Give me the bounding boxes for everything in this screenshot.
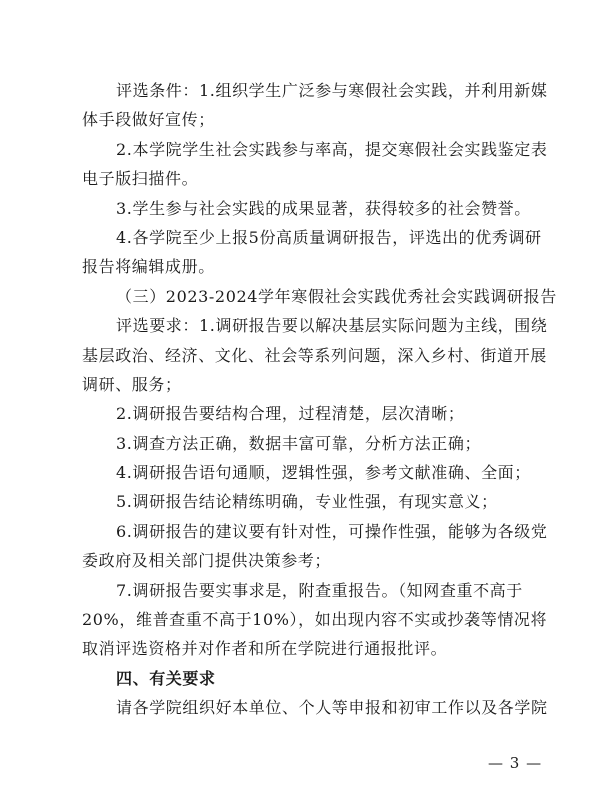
- paragraph-line: 体手段做好宣传；: [82, 110, 215, 130]
- paragraph-line: 报告将编辑成册。: [82, 257, 215, 277]
- paragraph-line: 电子版扫描件。: [82, 169, 199, 189]
- paragraph-line: 评选条件：1.组织学生广泛参与寒假社会实践，并利用新媒: [116, 81, 548, 100]
- paragraph-line: 6.调研报告的建议要有针对性，可操作性强，能够为各级党: [116, 521, 548, 541]
- paragraph-line: 2.调研报告要结构合理，过程清楚，层次清晰；: [116, 404, 465, 424]
- paragraph-line: 3.调查方法正确，数据丰富可靠，分析方法正确；: [116, 433, 482, 453]
- paragraph-line: 请各学院组织好本单位、个人等申报和初审工作以及各学院: [116, 698, 548, 718]
- paragraph-line: 委政府及相关部门提供决策参考；: [82, 551, 332, 571]
- paragraph-line: 取消评选资格并对作者和所在学院进行通报批评。: [82, 639, 448, 659]
- paragraph-line: 2.本学院学生社会实践参与率高，提交寒假社会实践鉴定表: [116, 139, 548, 159]
- paragraph-line: 3.学生参与社会实践的成果显著，获得较多的社会赞誉。: [116, 198, 531, 218]
- section-subheading: （三）2023-2024学年寒假社会实践优秀社会实践调研报告: [116, 286, 557, 306]
- paragraph-line: 评选要求：1.调研报告要以解决基层实际问题为主线，围绕: [116, 316, 548, 336]
- paragraph-line: 调研、服务；: [82, 374, 182, 394]
- section-heading: 四、有关要求: [116, 668, 216, 688]
- paragraph-line: 基层政治、经济、文化、社会等系列问题，深入乡村、街道开展: [82, 345, 547, 365]
- paragraph-line: 5.调研报告结论精练明确，专业性强，有现实意义；: [116, 492, 498, 512]
- paragraph-line: 4.各学院至少上报5份高质量调研报告，评选出的优秀调研: [116, 227, 542, 247]
- paragraph-line: 4.调研报告语句通顺，逻辑性强，参考文献准确、全面；: [116, 463, 531, 483]
- paragraph-line: 7.调研报告要实事求是，附查重报告。（知网查重不高于: [116, 580, 523, 600]
- document-body: [82, 76, 557, 723]
- paragraph-line: 20%，维普查重不高于10%），如出现内容不实或抄袭等情况将: [82, 610, 548, 630]
- page-number: — 3 —: [488, 754, 543, 772]
